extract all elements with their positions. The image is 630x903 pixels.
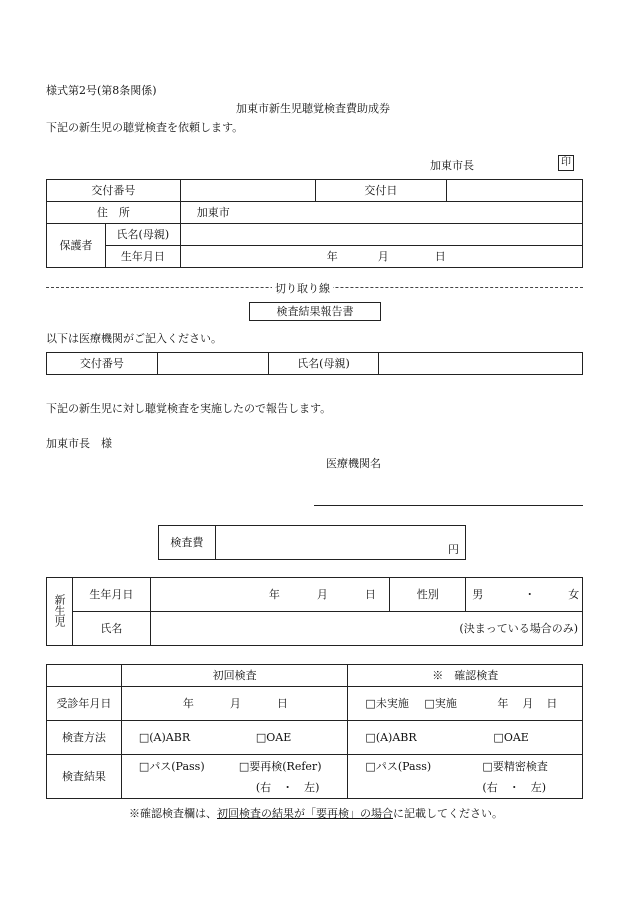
sex-label: 性別 [390, 578, 466, 612]
birthdate-label: 生年月日 [105, 246, 180, 268]
report-id-table [46, 352, 583, 375]
guardian-label: 保護者 [47, 224, 106, 268]
fee-label: 検査費 [159, 526, 216, 560]
report-instruction: 以下は医療機関がご記入ください。 [46, 332, 222, 345]
coupon-table [46, 179, 583, 268]
initial-month-unit: 月 [229, 697, 241, 710]
confirm-visit-date-field[interactable] [348, 687, 583, 721]
footnote-prefix: ※確認検査欄は、 [129, 807, 217, 820]
issue-number-label: 交付番号 [47, 180, 181, 202]
confirm-abr-checkbox[interactable]: □(A)ABR [365, 731, 417, 744]
seal-mark: 印 [558, 155, 574, 171]
confirm-detail-checkbox[interactable]: □要精密検査 [482, 760, 548, 773]
result-label: 検査結果 [47, 755, 122, 799]
newborn-day-unit: 日 [364, 588, 376, 601]
visit-date-label: 受診年月日 [47, 687, 122, 721]
mother-name-field[interactable] [180, 224, 582, 246]
initial-year-unit: 年 [182, 697, 194, 710]
newborn-birthdate-field[interactable] [150, 578, 389, 612]
issuer-name: 加東市長 [430, 159, 474, 172]
confirm-day-unit: 日 [546, 697, 558, 710]
day-unit: 日 [434, 250, 446, 263]
institution-signature-line[interactable] [314, 505, 583, 506]
footnote [129, 805, 503, 821]
initial-visit-date-field[interactable] [121, 687, 348, 721]
newborn-name-field[interactable] [150, 612, 582, 646]
issue-number-field[interactable] [180, 180, 315, 202]
form-number: 様式第2号(第8条関係) [46, 84, 157, 97]
confirm-month-unit: 月 [522, 697, 534, 710]
issue-date-label: 交付日 [315, 180, 447, 202]
newborn-name-note: (決まっている場合のみ) [459, 622, 578, 635]
confirm-year-unit: 年 [497, 697, 509, 710]
report-statement: 下記の新生児に対し聴覚検査を実施したので報告します。 [46, 402, 332, 415]
yen-unit: 円 [448, 543, 459, 556]
report-issue-number-label: 交付番号 [47, 353, 158, 375]
confirm-result-field [348, 755, 583, 799]
confirm-left-right[interactable]: (右 ・ 左) [482, 781, 547, 794]
sex-female[interactable]: 女 [568, 588, 580, 601]
confirm-pass-checkbox[interactable]: □パス(Pass) [365, 760, 432, 773]
document-title: 加東市新生児聴覚検査費助成券 [236, 102, 390, 115]
address-label: 住 所 [47, 202, 181, 224]
address-value: 加東市 [196, 206, 230, 219]
initial-exam-header: 初回検査 [121, 665, 348, 687]
initial-pass-checkbox[interactable]: □パス(Pass) [138, 760, 205, 773]
mother-name-label: 氏名(母親) [105, 224, 180, 246]
newborn-birthdate-label: 生年月日 [72, 578, 150, 612]
institution-label: 医療機関名 [326, 457, 381, 470]
birthdate-field[interactable] [180, 246, 582, 268]
report-title: 検査結果報告書 [249, 302, 381, 321]
footnote-condition: 初回検査の結果が「要再検」の場合 [217, 807, 393, 820]
fee-table [158, 525, 466, 560]
newborn-name-label: 氏名 [72, 612, 150, 646]
issue-date-field[interactable] [447, 180, 583, 202]
initial-day-unit: 日 [276, 697, 288, 710]
initial-refer-checkbox[interactable]: □要再検(Refer) [238, 760, 322, 773]
footnote-suffix: に記載してください。 [393, 807, 503, 820]
address-field[interactable] [180, 202, 582, 224]
fee-field[interactable] [215, 526, 465, 560]
confirm-not-done-checkbox[interactable]: □未実施 [365, 697, 409, 710]
confirm-done-checkbox[interactable]: □実施 [424, 697, 457, 710]
sex-male[interactable]: 男 [472, 588, 484, 601]
cut-line-label: 切り取り線 [272, 280, 333, 296]
initial-left-right[interactable]: (右 ・ 左) [255, 781, 320, 794]
initial-abr-checkbox[interactable]: □(A)ABR [138, 731, 191, 744]
exam-table [46, 664, 583, 799]
confirm-oae-checkbox[interactable]: □OAE [493, 731, 529, 744]
newborn-label: 新生児 [47, 578, 73, 646]
year-unit: 年 [326, 250, 338, 263]
initial-method-field [121, 721, 348, 755]
method-label: 検査方法 [47, 721, 122, 755]
initial-oae-checkbox[interactable]: □OAE [255, 731, 292, 744]
exam-corner-cell [47, 665, 122, 687]
confirm-method-field [348, 721, 583, 755]
report-mother-name-field[interactable] [379, 353, 583, 375]
newborn-year-unit: 年 [268, 588, 280, 601]
month-unit: 月 [377, 250, 389, 263]
request-text: 下記の新生児の聴覚検査を依頼します。 [46, 121, 244, 134]
sex-separator: ・ [524, 588, 536, 601]
initial-result-field [121, 755, 348, 799]
confirm-exam-header: ※ 確認検査 [348, 665, 583, 687]
report-mother-name-label: 氏名(母親) [268, 353, 379, 375]
sex-field[interactable] [466, 578, 583, 612]
newborn-table [46, 577, 583, 646]
addressee: 加東市長 様 [46, 437, 112, 450]
report-issue-number-field[interactable] [157, 353, 268, 375]
newborn-month-unit: 月 [316, 588, 328, 601]
